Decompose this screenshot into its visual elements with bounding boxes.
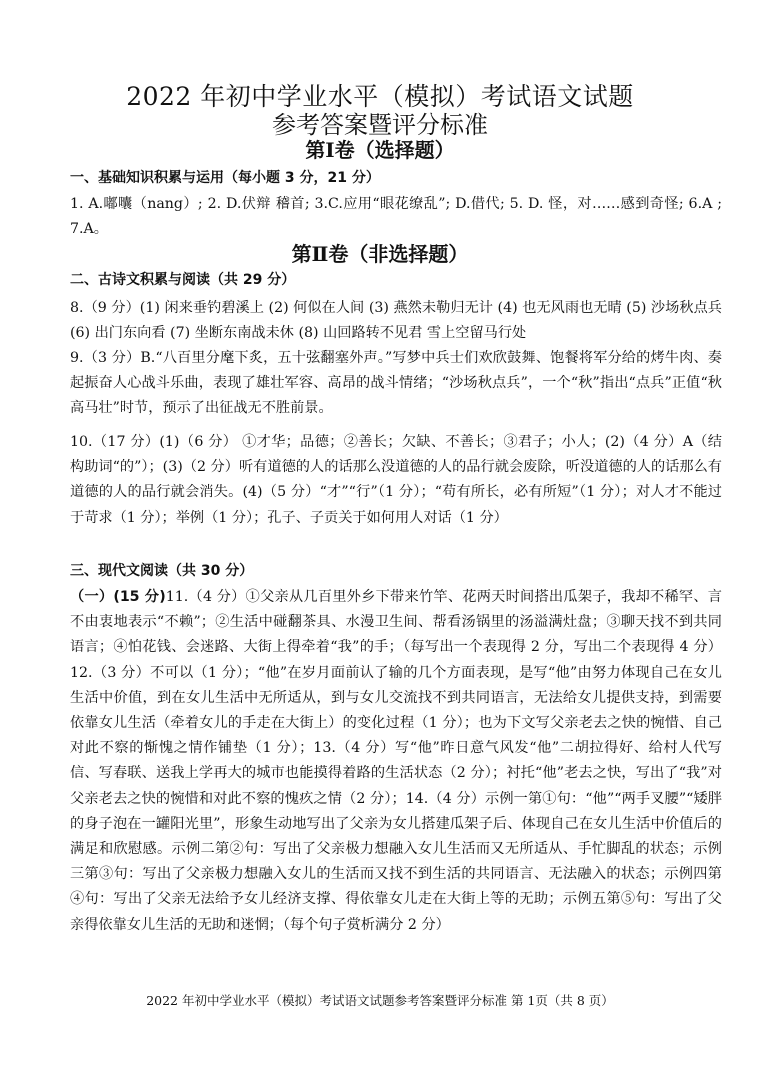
section2-heading: 二、古诗文积累与阅读（共 29 分） <box>70 272 296 288</box>
subsection1-label: （一）(15 分) <box>70 589 166 605</box>
section1-answers: 1. A.嘟囔（nang）; 2. D.伏辩 稽首; 3.C.应用“眼花缭乱”; D.借代; 5. D. 怪，对……感到奇怪; 6.A ; 7.A。 <box>70 196 722 238</box>
part1-heading: 第Ⅰ卷（选择题） <box>305 138 455 162</box>
section3-heading: 三、现代文阅读（共 30 分） <box>70 563 254 579</box>
document-subtitle: 参考答案暨评分标准 <box>272 111 488 139</box>
question-8-answer: 8.（9 分）(1) 闲来垂钓碧溪上 (2) 何似在人间 (3) 燕然未勒归无计 (4) 也无风雨也无晴 (5) 沙场秋点兵 (6) 出门东向看 (7) 坐断东南战未休 (8) 山回路转不见君 雪上空留马行处 <box>70 300 722 342</box>
questions-11-14-text: 11.（4 分）①父亲从几百里外乡下带来竹竿、花两天时间搭出瓜架子，我却不稀罕、言不由衷地表示“不赖”；②生活中碰翻茶具、水漫卫生间、帮看汤锅里的汤溢满灶盘；③聊天找不到共同语言；④怕花钱、会迷路、大街上得牵着“我”的手；（每写出一个表现得 2 分，写出二个表现得 4 分）12.（3 分）不可以（1 分）；“他”在岁月面前认了输的几个方面表现，是写“他”由努力体现自己在女儿生活中价值，到在女儿生活中无所适从，到与女儿交流找不到共同语言，无法给女儿提供支持，到需要依靠女儿生活（牵着女儿的手走在大街上）的变化过程（1 分）；也为下文写父亲老去之快的惋惜、自己对此不察的惭愧之情作铺垫（1 分）；13.（4 分）写“他”昨日意气风发“他”二胡拉得好、给村人代写信、写春联、送我上学再大的城市也能摸得着路的生活状态（2 分）；衬托“他”老去之快，写出了“我”对父亲老去之快的惋惜和对此不察的愧疚之情（2 分）；14.（4 分）示例一第①句：“他”“两手叉腰”“矮胖的身子泡在一罐阳光里”，形象生动地写出了父亲为女儿搭建瓜架子后、体现自己在女儿生活中价值后的满足和欣慰感。示例二第②句：写出了父亲极力想融入女儿生活而又无所适从、手忙脚乱的状态；示例三第③句：写出了父亲极力想融入女儿的生活而又找不到生活的共同语言、无法融入的状态；示例四第④句：写出了父亲无法给予女儿经济支撑、得依靠女儿走在大街上等的无助；示例五第⑤句：写出了父亲得依靠女儿生活的无助和迷惘；（每个句子赏析满分 2 分） <box>70 589 722 933</box>
part2-heading: 第Ⅱ卷（非选择题） <box>291 242 469 266</box>
question-10-answer: 10.（17 分）(1)（6 分） ①才华；品德；②善长；欠缺、不善长；③君子；小人；(2)（4 分）A（结构助词“的”）；(3)（2 分）听有道德的人的话那么没道德的人的品行就会废除，听没道德的人的话那么有道德的人的品行就会消失。(4)（5 分）“才”“行”（1 分）；“苟有所长，必有所短”（1 分）；对人才不能过于苛求（1 分）；举例（1 分）；孔子、子贡关于如何用人对话（1 分） <box>70 434 722 526</box>
questions-11-14-answers <box>70 585 722 938</box>
page-footer: 2022 年初中学业水平（模拟）考试语文试题参考答案暨评分标准 第 1页（共 8 页） <box>146 993 614 1008</box>
document-title: 2022 年初中学业水平（模拟）考试语文试题 <box>126 82 634 111</box>
section1-heading: 一、基础知识积累与运用（每小题 3 分，21 分） <box>70 170 380 186</box>
question-9-answer: 9.（3 分）B.“八百里分麾下炙，五十弦翻塞外声。”写梦中兵士们欢欣鼓舞、饱餐将军分给的烤牛肉、奏起振奋人心战斗乐曲，表现了雄壮军容、高昂的战斗情绪；“沙场秋点兵”，一个“秋”指出“点兵”正值“秋高马壮”时节，预示了出征战无不胜前景。 <box>70 350 722 417</box>
